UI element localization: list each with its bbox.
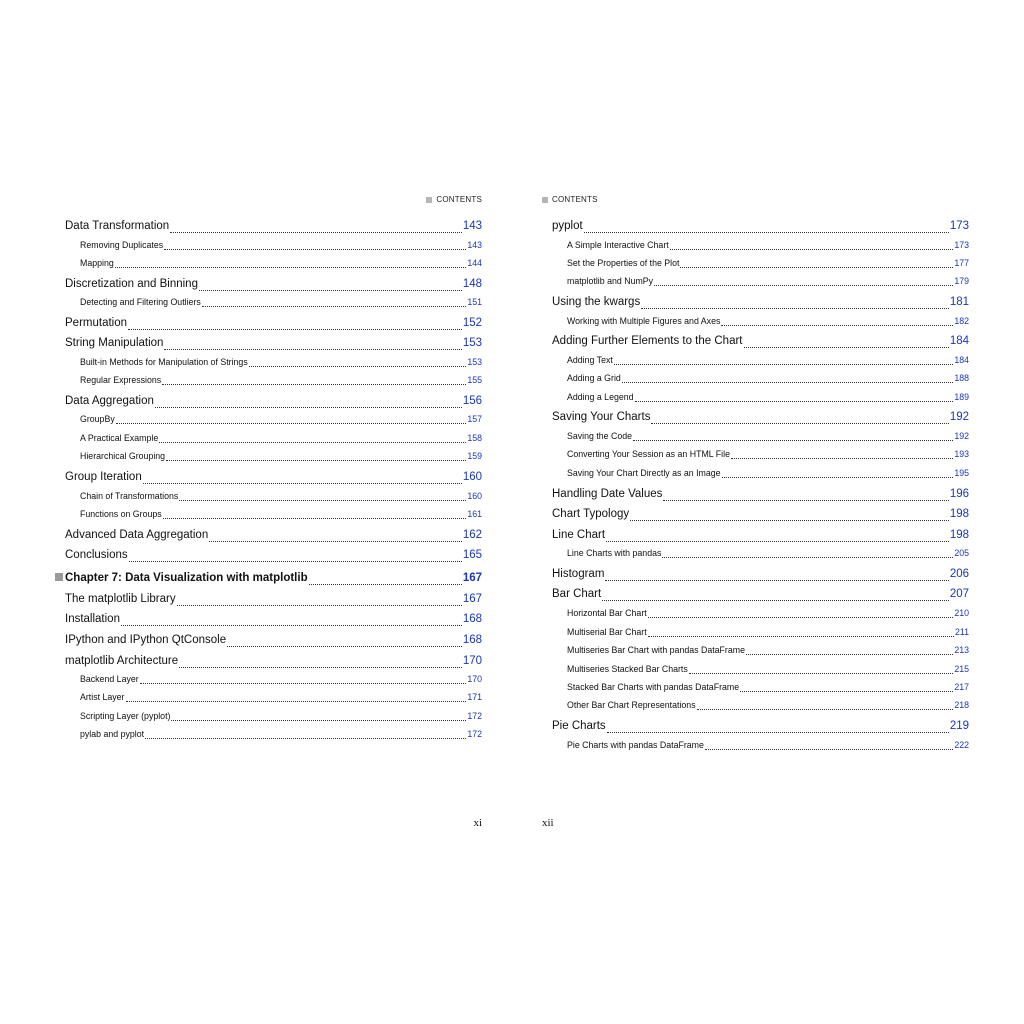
toc-entry-page: 172 <box>467 729 482 739</box>
toc-entry-title: Bar Chart <box>552 588 602 600</box>
toc-entry-page: 162 <box>462 529 482 541</box>
toc-entry-page: 153 <box>462 337 482 349</box>
toc-entry-title: Multiseries Stacked Bar Charts <box>567 664 688 674</box>
toc-entry-title: Detecting and Filtering Outliers <box>80 297 201 307</box>
toc-entry-page: 148 <box>462 278 482 290</box>
dot-leader <box>166 460 466 461</box>
toc-chapter-entry <box>55 572 482 588</box>
dot-leader <box>648 636 954 637</box>
toc-section-entry <box>65 655 482 671</box>
toc-subsection-entry <box>567 431 969 443</box>
toc-entry-page: 184 <box>949 335 969 347</box>
toc-entry-page: 173 <box>954 240 969 250</box>
toc-entry-title: Adding a Grid <box>567 373 621 383</box>
dot-leader <box>705 749 953 750</box>
toc-subsection-entry <box>567 645 969 657</box>
toc-subsection-entry <box>567 373 969 385</box>
toc-subsection-entry <box>567 548 969 560</box>
dot-leader <box>140 683 467 684</box>
header-square-icon <box>542 197 548 203</box>
toc-subsection-entry <box>567 700 969 712</box>
dot-leader <box>309 584 462 585</box>
dot-leader <box>721 325 953 326</box>
toc-entry-page: 177 <box>954 258 969 268</box>
toc-entry-page: 182 <box>954 316 969 326</box>
toc-entry-title: Discretization and Binning <box>65 278 198 290</box>
dot-leader <box>227 646 462 647</box>
toc-entry-page: 171 <box>467 692 482 702</box>
toc-entry-title: Using the kwargs <box>552 296 641 308</box>
toc-subsection-entry <box>567 682 969 694</box>
toc-entry-title: pylab and pyplot <box>80 729 145 739</box>
dot-leader <box>116 423 467 424</box>
dot-leader <box>602 600 949 601</box>
dot-leader <box>689 673 954 674</box>
dot-leader <box>635 401 954 402</box>
toc-entry-title: Mapping <box>80 258 114 268</box>
toc-section-entry <box>65 471 482 487</box>
page-number-folio: xi <box>473 817 482 829</box>
toc-entry-page: 179 <box>954 276 969 286</box>
toc-entry-page: 155 <box>467 375 482 385</box>
toc-entry-title: Line Charts with pandas <box>567 548 662 558</box>
dot-leader <box>199 290 462 291</box>
toc-entry-title: Saving the Code <box>567 431 633 441</box>
toc-subsection-entry <box>80 258 482 270</box>
dot-leader <box>164 349 461 350</box>
toc-entry-title: Conclusions <box>65 549 128 561</box>
toc-entry-title: Data Aggregation <box>65 395 154 407</box>
toc-entry-page: 193 <box>954 449 969 459</box>
toc-entry-page: 168 <box>462 634 482 646</box>
header-label: CONTENTS <box>436 195 482 204</box>
toc-subsection-entry <box>567 449 969 461</box>
toc-section-entry <box>552 568 969 584</box>
toc-section-entry <box>552 720 969 736</box>
toc-entry-title: Saving Your Charts <box>552 411 651 423</box>
toc-entry-page: 206 <box>949 568 969 580</box>
toc-subsection-entry <box>80 414 482 426</box>
dot-leader <box>663 500 948 501</box>
toc-section-entry <box>552 335 969 351</box>
toc-subsection-entry <box>80 375 482 387</box>
toc-section-entry <box>65 278 482 294</box>
toc-subsection-entry <box>80 509 482 521</box>
toc-subsection-entry <box>80 674 482 686</box>
toc-entry-page: 170 <box>467 674 482 684</box>
toc-section-entry <box>65 317 482 333</box>
toc-subsection-entry <box>567 240 969 252</box>
dot-leader <box>179 667 462 668</box>
header-square-icon <box>426 197 432 203</box>
toc-entry-title: Stacked Bar Charts with pandas DataFrame <box>567 682 740 692</box>
toc-entry-title: Removing Duplicates <box>80 240 164 250</box>
toc-subsection-entry <box>567 608 969 620</box>
toc-entry-page: 160 <box>467 491 482 501</box>
toc-entry-page: 153 <box>467 357 482 367</box>
running-header <box>542 195 598 204</box>
toc-entry-title: The matplotlib Library <box>65 593 176 605</box>
toc-entry-title: Installation <box>65 613 120 625</box>
dot-leader <box>740 691 953 692</box>
toc-section-entry <box>65 220 482 236</box>
toc-entry-page: 156 <box>462 395 482 407</box>
toc-entry-title: Pie Charts with pandas DataFrame <box>567 740 704 750</box>
running-header <box>426 195 482 204</box>
dot-leader <box>145 738 466 739</box>
dot-leader <box>170 232 462 233</box>
dot-leader <box>654 285 953 286</box>
dot-leader <box>159 442 466 443</box>
toc-entry-page: 210 <box>954 608 969 618</box>
toc-entry-title: Data Transformation <box>65 220 170 232</box>
toc-section-entry <box>552 411 969 427</box>
dot-leader <box>622 382 954 383</box>
dot-leader <box>121 625 462 626</box>
toc-section-entry <box>552 508 969 524</box>
dot-leader <box>670 249 954 250</box>
toc-entry-page: 144 <box>467 258 482 268</box>
dot-leader <box>697 709 954 710</box>
toc-entry-page: 143 <box>462 220 482 232</box>
toc-subsection-entry <box>80 433 482 445</box>
toc-entry-page: 215 <box>954 664 969 674</box>
toc-entry-title: Advanced Data Aggregation <box>65 529 209 541</box>
toc-subsection-entry <box>80 729 482 741</box>
toc-section-entry <box>65 395 482 411</box>
toc-entry-page: 167 <box>462 593 482 605</box>
toc-entry-title: Adding Text <box>567 355 613 365</box>
dot-leader <box>177 605 462 606</box>
dot-leader <box>171 720 466 721</box>
toc-entry-title: String Manipulation <box>65 337 164 349</box>
toc-entry-title: Horizontal Bar Chart <box>567 608 647 618</box>
toc-entry-page: 195 <box>954 468 969 478</box>
toc-entry-title: A Practical Example <box>80 433 159 443</box>
dot-leader <box>607 732 949 733</box>
toc-entry-page: 168 <box>462 613 482 625</box>
toc-subsection-entry <box>567 316 969 328</box>
toc-entry-title: Scripting Layer (pyplot) <box>80 711 171 721</box>
toc-section-entry <box>552 488 969 504</box>
toc-entry-title: Converting Your Session as an HTML File <box>567 449 730 459</box>
dot-leader <box>126 701 467 702</box>
toc-entry-page: 167 <box>462 572 482 584</box>
toc-entry-page: 196 <box>949 488 969 500</box>
toc-entry-title: Adding a Legend <box>567 392 634 402</box>
dot-leader <box>202 306 467 307</box>
toc-entry-page: 172 <box>467 711 482 721</box>
toc-entry-title: Multiserial Bar Chart <box>567 627 647 637</box>
dot-leader <box>115 267 467 268</box>
toc-entry-page: 173 <box>949 220 969 232</box>
toc-entry-page: 192 <box>954 431 969 441</box>
toc-entry-page: 192 <box>949 411 969 423</box>
toc-entry-page: 198 <box>949 529 969 541</box>
toc-entry-title: Saving Your Chart Directly as an Image <box>567 468 721 478</box>
header-label: CONTENTS <box>552 195 598 204</box>
toc-entry-page: 188 <box>954 373 969 383</box>
toc-subsection-entry <box>80 692 482 704</box>
dot-leader <box>129 561 462 562</box>
dot-leader <box>249 366 467 367</box>
toc-entry-page: 222 <box>954 740 969 750</box>
toc-subsection-entry <box>80 240 482 252</box>
dot-leader <box>128 329 462 330</box>
toc-subsection-entry <box>80 451 482 463</box>
toc-section-entry <box>65 337 482 353</box>
toc-entry-title: Other Bar Chart Representations <box>567 700 696 710</box>
dot-leader <box>633 440 953 441</box>
toc-entry-page: 211 <box>954 627 969 637</box>
toc-entry-title: pyplot <box>552 220 583 232</box>
dot-leader <box>614 364 954 365</box>
toc-entry-page: 160 <box>462 471 482 483</box>
toc-entry-page: 151 <box>467 297 482 307</box>
dot-leader <box>630 520 949 521</box>
toc-entry-title: matplotlib Architecture <box>65 655 179 667</box>
toc-entry-title: Group Iteration <box>65 471 142 483</box>
toc-entry-title: GroupBy <box>80 414 115 424</box>
toc-entry-title: Multiseries Bar Chart with pandas DataFrame <box>567 645 745 655</box>
toc-entry-page: 219 <box>949 720 969 732</box>
toc-subsection-entry <box>80 491 482 503</box>
toc-entry-page: 158 <box>467 433 482 443</box>
toc-section-entry <box>65 613 482 629</box>
toc-section-entry <box>552 296 969 312</box>
toc-entry-title: IPython and IPython QtConsole <box>65 634 227 646</box>
toc-entry-title: Set the Properties of the Plot <box>567 258 680 268</box>
dot-leader <box>662 557 953 558</box>
toc-section-entry <box>552 529 969 545</box>
toc-entry-title: Handling Date Values <box>552 488 663 500</box>
dot-leader <box>584 232 949 233</box>
left-page <box>65 0 482 1024</box>
toc-entry-page: 198 <box>949 508 969 520</box>
dot-leader <box>648 617 954 618</box>
dot-leader <box>606 541 949 542</box>
toc-section-entry <box>65 634 482 650</box>
toc-section-entry <box>552 588 969 604</box>
toc-entry-title: Functions on Groups <box>80 509 162 519</box>
toc-entry-page: 159 <box>467 451 482 461</box>
toc-entry-page: 161 <box>467 509 482 519</box>
dot-leader <box>163 518 467 519</box>
toc-entry-page: 207 <box>949 588 969 600</box>
dot-leader <box>179 500 466 501</box>
toc-entry-title: Working with Multiple Figures and Axes <box>567 316 721 326</box>
toc-entry-title: Chart Typology <box>552 508 630 520</box>
toc-section-entry <box>65 593 482 609</box>
dot-leader <box>143 483 462 484</box>
toc-entry-title: Regular Expressions <box>80 375 162 385</box>
dot-leader <box>651 423 948 424</box>
toc-entry-title: Chain of Transformations <box>80 491 179 501</box>
toc-entry-page: 165 <box>462 549 482 561</box>
dot-leader <box>164 249 466 250</box>
toc-entry-title: Line Chart <box>552 529 606 541</box>
toc-entry-title: Backend Layer <box>80 674 139 684</box>
toc-entry-title: Permutation <box>65 317 128 329</box>
toc-entry-title: Chapter 7: Data Visualization with matplotlib <box>65 572 308 584</box>
toc-entry-page: 152 <box>462 317 482 329</box>
dot-leader <box>731 458 953 459</box>
toc-section-entry <box>65 529 482 545</box>
toc-entry-title: matplotlib and NumPy <box>567 276 654 286</box>
toc-subsection-entry <box>567 392 969 404</box>
toc-section-entry <box>65 549 482 565</box>
dot-leader <box>680 267 953 268</box>
toc-subsection-entry <box>80 297 482 309</box>
toc-subsection-entry <box>567 740 969 752</box>
toc-subsection-entry <box>80 711 482 723</box>
toc-subsection-entry <box>567 468 969 480</box>
toc-entry-title: Histogram <box>552 568 605 580</box>
dot-leader <box>744 347 949 348</box>
dot-leader <box>641 308 949 309</box>
toc-entry-page: 189 <box>954 392 969 402</box>
toc-entry-page: 184 <box>954 355 969 365</box>
toc-entry-title: Adding Further Elements to the Chart <box>552 335 743 347</box>
dot-leader <box>162 384 466 385</box>
dot-leader <box>209 541 462 542</box>
toc-entry-title: Pie Charts <box>552 720 606 732</box>
page-number-folio: xii <box>542 817 554 829</box>
toc-entry-title: Built-in Methods for Manipulation of Strings <box>80 357 248 367</box>
toc-entry-page: 181 <box>949 296 969 308</box>
toc-subsection-entry <box>567 258 969 270</box>
toc-entry-title: A Simple Interactive Chart <box>567 240 669 250</box>
chapter-square-icon <box>55 573 63 581</box>
toc-entry-page: 217 <box>954 682 969 692</box>
toc-entry-title: Artist Layer <box>80 692 125 702</box>
right-page <box>542 0 969 1024</box>
toc-entry-page: 157 <box>467 414 482 424</box>
toc-entry-title: Hierarchical Grouping <box>80 451 166 461</box>
dot-leader <box>722 477 954 478</box>
toc-subsection-entry <box>567 627 969 639</box>
dot-leader <box>155 407 462 408</box>
toc-entry-page: 143 <box>467 240 482 250</box>
toc-section-entry <box>552 220 969 236</box>
dot-leader <box>746 654 953 655</box>
toc-entry-page: 170 <box>462 655 482 667</box>
toc-entry-page: 218 <box>954 700 969 710</box>
toc-subsection-entry <box>80 357 482 369</box>
toc-entry-page: 213 <box>954 645 969 655</box>
toc-subsection-entry <box>567 664 969 676</box>
toc-subsection-entry <box>567 276 969 288</box>
toc-entry-page: 205 <box>954 548 969 558</box>
toc-subsection-entry <box>567 355 969 367</box>
dot-leader <box>605 580 948 581</box>
